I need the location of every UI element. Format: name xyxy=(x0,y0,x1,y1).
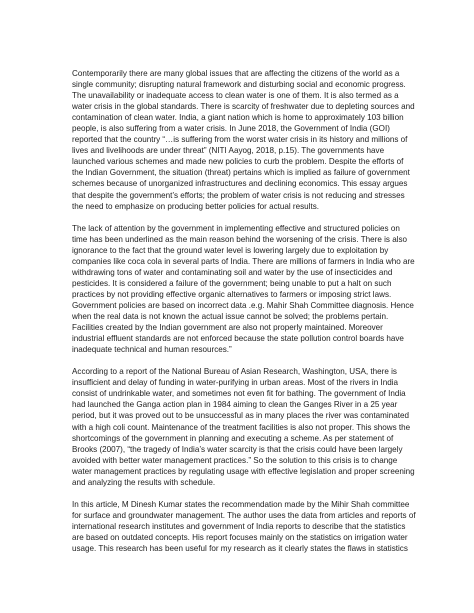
paragraph xyxy=(72,499,432,554)
text-line: and analyzing the results with schedule. xyxy=(72,477,216,487)
text-line: water crisis in the global standards. There is scarcity of freshwater due to depleting sources and xyxy=(72,102,415,112)
text-line: companies like coca cola in several parts of India. There are millions of farmers in India who are xyxy=(72,256,415,266)
text-line: for surface and groundwater management. The author uses the data from articles and reports of xyxy=(72,510,416,520)
text-line: industrial effluent standards are not enforced because the state pollution control boards have xyxy=(72,334,404,344)
text-line: The lack of attention by the government in implementing effective and structured policies on xyxy=(72,223,400,233)
text-line: Contemporarily there are many global issues that are affecting the citizens of the world as a xyxy=(72,69,400,78)
text-line: that despite the government’s efforts; the problem of water crisis is not reducing and stresses xyxy=(72,190,405,200)
document-body xyxy=(72,68,432,554)
text-line: Government policies are based on incorrect data .e.g. Mahir Shah Committee diagnosis. Hence xyxy=(72,300,414,310)
text-line: insufficient and delay of funding in water-purifying in urban areas. Most of the rivers in India xyxy=(72,378,399,388)
text-line: time has been underlined as the main reason behind the worsening of the crisis. There is also xyxy=(72,234,408,244)
text-line: with a high coli count. Maintenance of the treatment facilities is also not proper. This shows the xyxy=(72,422,411,432)
text-line: Facilities created by the Indian government are also not properly maintained. Moreover xyxy=(72,323,383,333)
text-line: had launched the Ganga action plan in 1984 aiming to clean the Ganges River in a 25 year xyxy=(72,400,398,410)
text-line: the Indian Government, the situation (threat) pertains which is implied as failure of government xyxy=(72,168,410,178)
text-line: people, is also suffering from a water crisis. In June 2018, the Government of India (GOI) xyxy=(72,124,390,134)
text-line: reported that the country “…is suffering from the worst water crisis in its history and millions of xyxy=(72,135,408,145)
text-line: schemes because of unorganized infrastructures and declining economics. This essay argues xyxy=(72,179,408,189)
text-line: period, but it was proved out to be unsuccessful as in many places the river was contaminated xyxy=(72,411,409,421)
text-line: water management practices by regulating usage with effective legislation and proper screening xyxy=(72,466,415,476)
text-line: international research institutes and government of India reports to describe that the statistics xyxy=(72,521,406,531)
text-line: practices by not providing effective organic alternatives to farmers or imposing strict laws. xyxy=(72,289,392,299)
paragraph xyxy=(72,68,432,212)
text-line: consist of undrinkable water, and sometimes not even fit for bathing. The government of India xyxy=(72,389,406,399)
text-line: the need to emphasize on producing better policies for actual results. xyxy=(72,201,320,211)
text-line: lives and livelihoods are under threat” (NITI Aayog, 2018, p.15). The governments have xyxy=(72,146,385,156)
text-line: are based on outdated concepts. His report focuses mainly on the statistics on irrigation water xyxy=(72,532,408,542)
text-line: According to a report of the National Bureau of Asian Research, Washington, USA, there is xyxy=(72,367,397,377)
paragraph xyxy=(72,223,432,356)
text-line: shortcomings of the government in planning and executing a scheme. As per statement of xyxy=(72,433,394,443)
text-line: Brooks (2007), “the tragedy of India’s water scarcity is that the crisis could have been largely xyxy=(72,444,403,454)
text-line: In this article, M Dinesh Kumar states the recommendation made by the Mihir Shah committee xyxy=(72,499,410,509)
text-line: single community; disrupting natural framework and disturbing social and economic progress. xyxy=(72,80,406,90)
text-line: withdrawing tons of water and contaminating soil and water by the use of insecticides and xyxy=(72,267,393,277)
paragraph xyxy=(72,366,432,488)
text-line: launched various schemes and made new policies to curb the problem. Despite the efforts of xyxy=(72,157,404,167)
text-line: inadequate technical and human resources.” xyxy=(72,345,232,355)
text-line: avoided with better water management practices.” So the solution to this crisis is to change xyxy=(72,455,398,465)
text-line: pesticides. It is considered a failure of the government; being unable to put a halt on such xyxy=(72,278,392,288)
text-line: when the real data is not known the actual issue cannot be solved; the problems pertain. xyxy=(72,312,389,322)
text-line: ignorance to the fact that the ground water level is lowering largely due to exploitation by xyxy=(72,245,389,255)
text-line: The unavailability or inadequate access to clean water is one of them. It is also termed as a xyxy=(72,91,399,101)
text-line: usage. This research has been useful for my research as it clearly states the flaws in statistics xyxy=(72,544,408,554)
text-line: contamination of clean water. India, a giant nation which is home to approximately 103 billion xyxy=(72,113,404,123)
